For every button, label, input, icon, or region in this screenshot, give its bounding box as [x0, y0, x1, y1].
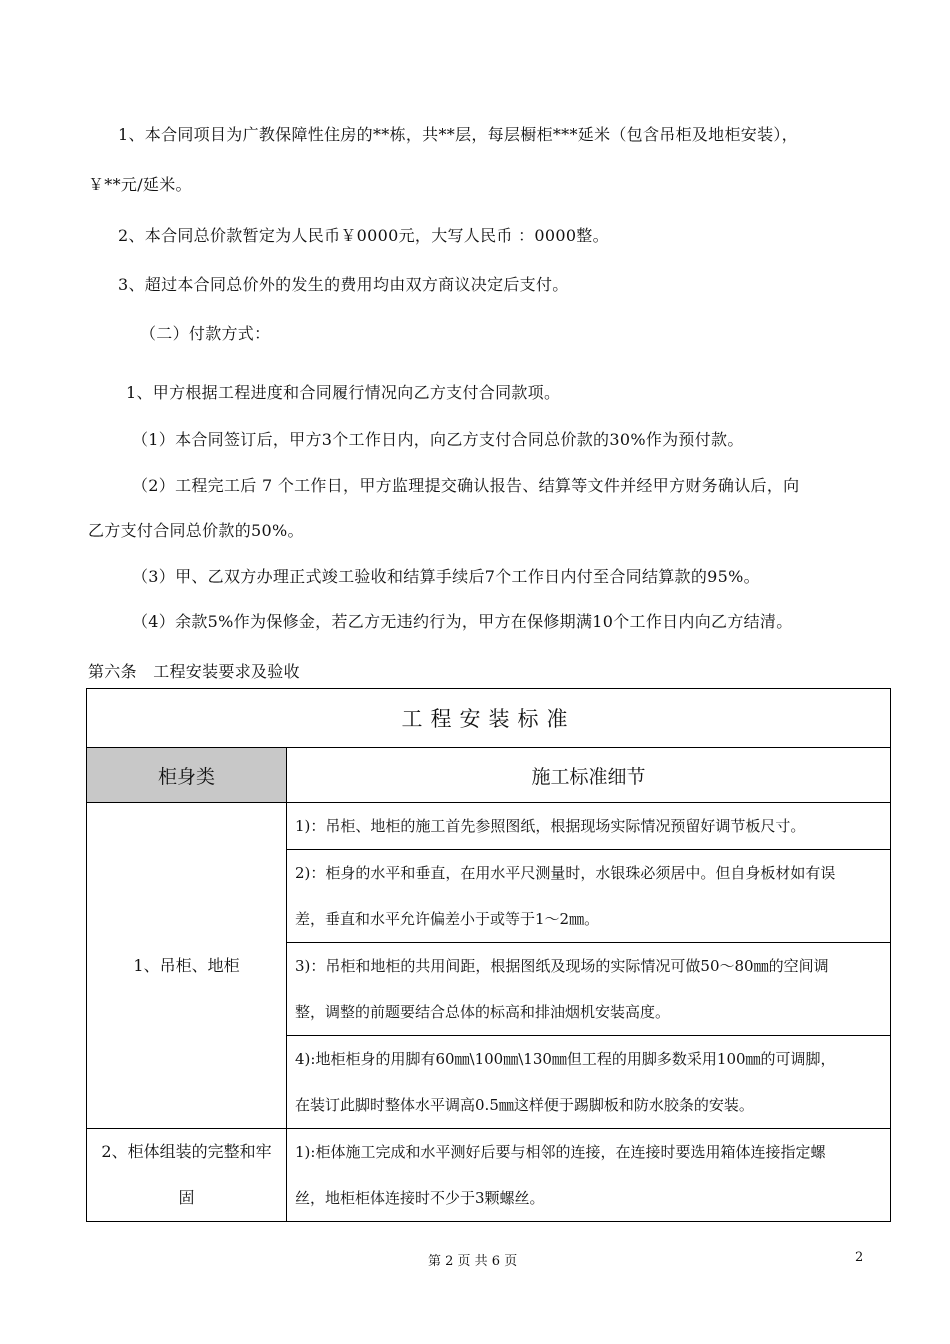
footer-page-number: 2 [855, 1250, 864, 1265]
category-wall-base-cabinet: 1、吊柜、地柜 [87, 803, 287, 1129]
detail-text: 差，垂直和水平允许偏差小于或等于1～2㎜。 [295, 910, 600, 928]
clause-item1-line1: 1、本合同项目为广教保障性住房的**栋，共**层，每层橱柜***延米（包含吊柜及地柜安装）， [118, 125, 798, 144]
header-construction-details: 施工标准细节 [287, 748, 891, 803]
clause-item1-line2: ￥**元/延米。 [88, 175, 192, 194]
detail-cell [287, 1129, 891, 1222]
payment-sub3: （3）甲、乙双方办理正式竣工验收和结算手续后7个工作日内付至合同结算款的95%。 [132, 567, 760, 586]
table-title: 工程安装标准 [87, 689, 891, 748]
detail-text: 1)：吊柜、地柜的施工首先参照图纸，根据现场实际情况预留好调节板尺寸。 [295, 817, 806, 835]
detail-text: 1):柜体施工完成和水平测好后要与相邻的连接，在连接时要选用箱体连接指定螺 [295, 1143, 826, 1161]
table-header-row [87, 748, 891, 803]
payment-sub4: （4）余款5%作为保修金，若乙方无违约行为，甲方在保修期满10个工作日内向乙方结清。 [132, 612, 793, 631]
detail-text: 在装订此脚时整体水平调高0.5㎜这样便于踢脚板和防水胶条的安装。 [295, 1096, 754, 1114]
payment-sub1: （1）本合同签订后，甲方3个工作日内，向乙方支付合同总价款的30%作为预付款。 [132, 430, 744, 449]
detail-text: 2)：柜身的水平和垂直，在用水平尺测量时，水银珠必须居中。但自身板材如有误 [295, 864, 836, 882]
article6-heading: 第六条 工程安装要求及验收 [88, 662, 300, 681]
category-text: 固 [178, 1188, 195, 1207]
table-title-row [87, 689, 891, 748]
detail-text: 整，调整的前题要结合总体的标高和排油烟机安装高度。 [295, 1003, 671, 1021]
header-cabinet-type: 柜身类 [87, 748, 287, 803]
detail-cell [287, 1036, 891, 1129]
category-text: 2、柜体组装的完整和牢 [101, 1142, 272, 1161]
detail-cell [287, 803, 891, 850]
clause-item2: 2、本合同总价款暂定为人民币￥0000元，大写人民币 ：0000整。 [118, 226, 609, 245]
payment-heading: （二）付款方式： [140, 324, 271, 343]
detail-text: 3)：吊柜和地柜的共用间距，根据图纸及现场的实际情况可做50～80㎜的空间调 [295, 957, 829, 975]
table-row [87, 1129, 891, 1222]
category-assembly-integrity [87, 1129, 287, 1222]
payment-item1: 1、甲方根据工程进度和合同履行情况向乙方支付合同款项。 [126, 383, 561, 402]
payment-sub2-line1: （2）工程完工后 7 个工作日，甲方监理提交确认报告、结算等文件并经甲方财务确认后，向 [132, 476, 800, 495]
detail-text: 丝，地柜柜体连接时不少于3颗螺丝。 [295, 1189, 545, 1207]
table-row [87, 803, 891, 850]
detail-text: 4):地柜柜身的用脚有60㎜\100㎜\130㎜但工程的用脚多数采用100㎜的可调脚， [295, 1050, 836, 1068]
clause-item3: 3、超过本合同总价外的发生的费用均由双方商议决定后支付。 [118, 275, 569, 294]
detail-cell [287, 850, 891, 943]
footer-page-info: 第 2 页 共 6 页 [428, 1254, 518, 1269]
payment-sub2-line2: 乙方支付合同总价款的50%。 [88, 521, 304, 540]
detail-cell [287, 943, 891, 1036]
installation-standard-table [86, 688, 891, 1222]
